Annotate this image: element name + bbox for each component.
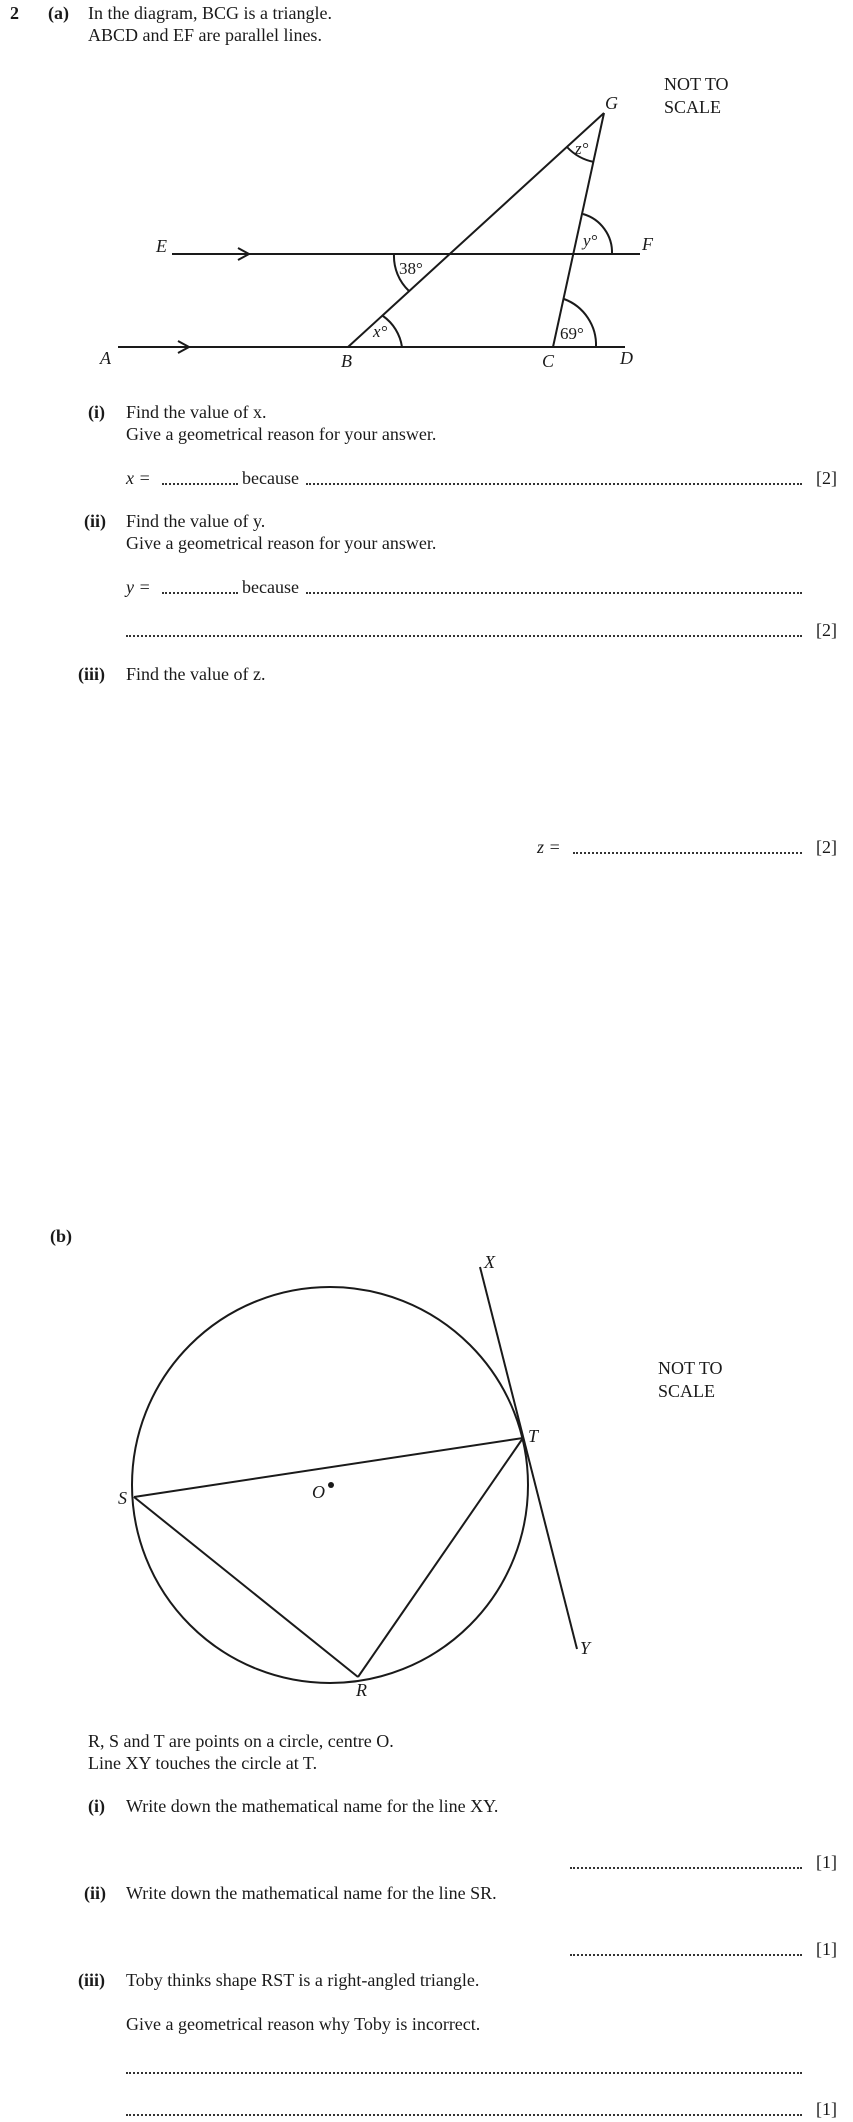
answer-b-iii-field-line2[interactable] — [126, 2114, 802, 2116]
chord-sr — [134, 1497, 358, 1677]
angle-y-label: y° — [583, 231, 598, 250]
part-a-iii-line1: Find the value of z. — [126, 664, 266, 684]
chord-st — [134, 1438, 523, 1497]
not-to-scale-b-line1: NOT TO — [658, 1358, 723, 1378]
part-a-iii-label: (iii) — [78, 664, 105, 684]
marks-a-i: [2] — [816, 468, 837, 488]
marks-a-ii: [2] — [816, 620, 837, 640]
part-b-iii-label: (iii) — [78, 1970, 105, 1990]
answer-y-prefix: y = — [126, 577, 151, 597]
centre-point-o — [328, 1482, 334, 1488]
line-bg — [348, 113, 604, 347]
part-b-ii-line1: Write down the mathematical name for the line SR. — [126, 1883, 497, 1903]
part-a-intro-line1: In the diagram, BCG is a triangle. — [88, 3, 332, 23]
part-a-i-line1: Find the value of x. — [126, 402, 267, 422]
because-x-label: because — [242, 468, 299, 488]
angle-69-label: 69° — [560, 324, 584, 343]
circle-tangent-diagram — [0, 1240, 853, 1700]
answer-y-field[interactable] — [162, 592, 238, 594]
because-y-label: because — [242, 577, 299, 597]
label-t: T — [528, 1426, 539, 1446]
reason-x-field[interactable] — [306, 483, 802, 485]
part-b-label: (b) — [50, 1226, 72, 1246]
marks-a-iii: [2] — [816, 837, 837, 857]
triangle-parallel-lines-diagram — [0, 0, 853, 400]
label-g: G — [605, 93, 618, 113]
answer-x-field[interactable] — [162, 483, 238, 485]
part-b-intro-line1: R, S and T are points on a circle, centre O. — [88, 1731, 394, 1751]
part-b-i-label: (i) — [88, 1796, 105, 1816]
part-a-i-label: (i) — [88, 402, 105, 422]
angle-x-label: x° — [373, 322, 388, 341]
label-d: D — [620, 348, 633, 368]
label-c: C — [542, 351, 555, 371]
part-b-i-line1: Write down the mathematical name for the line XY. — [126, 1796, 499, 1816]
answer-z-prefix: z = — [537, 837, 561, 857]
label-x: X — [484, 1252, 495, 1272]
part-a-ii-line2: Give a geometrical reason for your answer. — [126, 533, 437, 553]
tangent-xy — [480, 1267, 577, 1649]
label-b: B — [341, 351, 352, 371]
marks-b-iii: [1] — [816, 2099, 837, 2119]
part-a-ii-line1: Find the value of y. — [126, 511, 266, 531]
reason-y-field[interactable] — [306, 592, 802, 594]
answer-b-ii-field[interactable] — [570, 1954, 802, 1956]
part-b-iii-line1: Toby thinks shape RST is a right-angled triangle. — [126, 1970, 480, 1990]
label-s: S — [118, 1488, 127, 1508]
angle-38-label: 38° — [399, 259, 423, 278]
not-to-scale-a-line1: NOT TO — [664, 74, 729, 94]
part-a-intro-line2: ABCD and EF are parallel lines. — [88, 25, 322, 45]
not-to-scale-a-line2: SCALE — [664, 97, 722, 117]
label-a: A — [100, 348, 111, 368]
angle-z-label: z° — [575, 139, 589, 158]
not-to-scale-b-line2: SCALE — [658, 1381, 716, 1401]
part-a-i-line2: Give a geometrical reason for your answer. — [126, 424, 437, 444]
part-a-label: (a) — [48, 3, 69, 23]
answer-x-prefix: x = — [126, 468, 151, 488]
label-e: E — [156, 236, 167, 256]
answer-b-iii-field-line1[interactable] — [126, 2072, 802, 2074]
marks-b-ii: [1] — [816, 1939, 837, 1959]
part-b-ii-label: (ii) — [84, 1883, 106, 1903]
part-b-iii-line2: Give a geometrical reason why Toby is incorrect. — [126, 2014, 481, 2034]
part-b-intro-line2: Line XY touches the circle at T. — [88, 1753, 318, 1773]
question-number: 2 — [10, 3, 19, 23]
label-y: Y — [580, 1638, 591, 1658]
answer-z-field[interactable] — [573, 852, 802, 854]
reason-y-field-line2[interactable] — [126, 635, 802, 637]
label-f: F — [642, 234, 653, 254]
chord-rt — [358, 1438, 523, 1677]
answer-b-i-field[interactable] — [570, 1867, 802, 1869]
part-a-ii-label: (ii) — [84, 511, 106, 531]
marks-b-i: [1] — [816, 1852, 837, 1872]
label-r: R — [356, 1680, 367, 1700]
label-o: O — [312, 1482, 325, 1502]
